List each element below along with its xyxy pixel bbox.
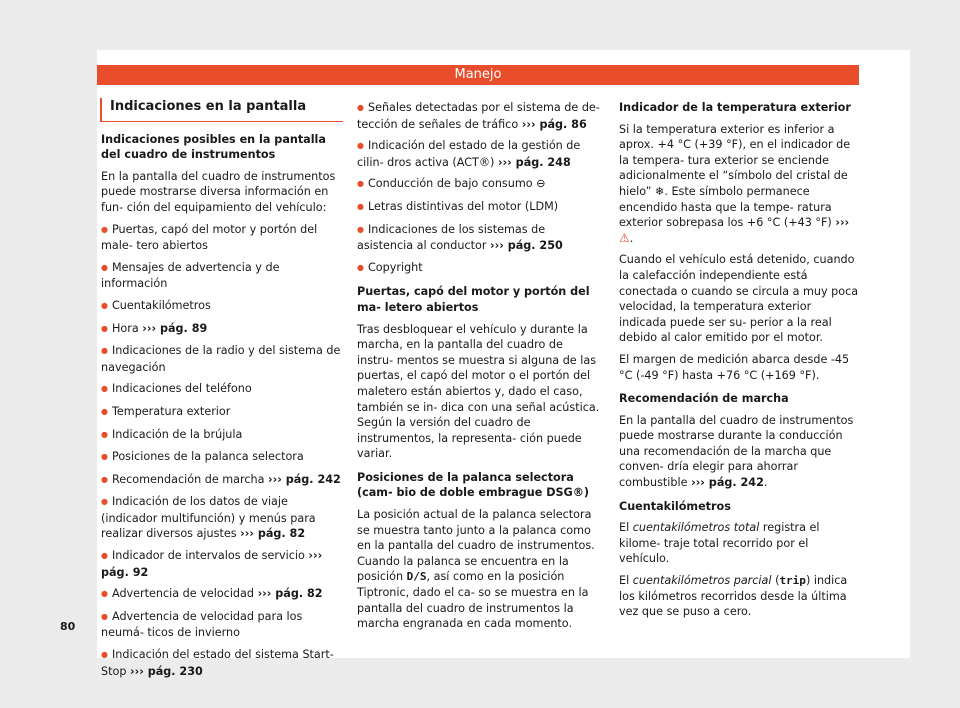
list-item: ● Recomendación de marcha ››› pág. 242 (101, 472, 343, 489)
column-1 (101, 98, 343, 685)
reference-arrows: ››› (835, 216, 850, 230)
warning-triangle-icon: ⚠ (619, 230, 630, 245)
page-reference[interactable]: ››› pág. 92 (101, 549, 323, 579)
ice-crystal-icon: ❄ (655, 184, 665, 198)
odometer-total-paragraph: El cuentakilómetros total registra el kilome- traje total recorrido por el vehículo. (619, 521, 820, 566)
list-item: ● Indicación del estado de la gestión de cilin- dros activa (ACT®) ››› pág. 248 (357, 138, 601, 170)
list-item: ● Señales detectadas por el sistema de de- tección de señales de tráfico ››› pág. 86 (357, 100, 601, 132)
page-reference[interactable]: ››› pág. 230 (130, 664, 203, 678)
bullet-list (101, 222, 343, 680)
list-item: ● Letras distintivas del motor (LDM) (357, 199, 601, 216)
heading-possible-indications: Indicaciones posibles en la pantalla del cuadro de instrumentos (101, 132, 326, 162)
heading-odometer: Cuentakilómetros (619, 499, 731, 513)
column-2 (357, 100, 601, 638)
section-title: Indicaciones en la pantalla (100, 98, 343, 122)
trip-code: trip (779, 574, 806, 588)
column-3 (619, 100, 862, 626)
page-reference[interactable]: ››› pág. 248 (497, 155, 571, 169)
list-item: ● Indicación de la brújula (101, 427, 343, 444)
list-item: ● Indicaciones de la radio y del sistema de navegación (101, 343, 343, 375)
list-item: ● Puertas, capó del motor y portón del male- tero abiertos (101, 222, 343, 254)
list-item: ● Indicaciones de los sistemas de asistencia al conductor ››› pág. 250 (357, 222, 601, 254)
page-reference[interactable]: ››› pág. 250 (490, 239, 563, 253)
list-item: ● Copyright (357, 260, 601, 277)
list-item: ● Conducción de bajo consumo ⊖ (357, 176, 601, 193)
eco-icon: ⊖ (536, 177, 546, 191)
doors-paragraph: Tras desbloquear el vehículo y durante la marcha, en la pantalla del cuadro de instru- mentos se muestra si alguna de las puertas, el capó del motor o el portón del maletero están abiertos y, dado el caso, también se in- dica con una señal acústica. Según la versión del cuadro de instrumentos, la representa- ción puede variar. (357, 322, 600, 461)
heading-gear-recommendation: Recomendación de marcha (619, 392, 789, 406)
page-reference[interactable]: ››› pág. 242 (268, 472, 341, 486)
lever-paragraph: La posición actual de la palanca selectora se muestra tanto junto a la palanca como en la pantalla del cuadro de instrumentos. Cuando la palanca se encuentra en la posición D/S, así como en la posición Tiptronic, dado el ca- so se muestra en la pantalla del cuadro de instrumentos la marcha engranada en cada momento. (357, 508, 595, 631)
page-reference[interactable]: ››› pág. 82 (257, 587, 323, 601)
bullet-list (357, 100, 601, 276)
page-margin (50, 50, 97, 658)
list-item: ● Mensajes de advertencia y de información (101, 260, 343, 292)
list-item: ● Indicación de los datos de viaje (indicador multifunción) y menús para realizar diversos ajustes ››› pág. 82 (101, 494, 343, 542)
list-item: ● Advertencia de velocidad ››› pág. 82 (101, 586, 343, 603)
chapter-header: Manejo (97, 65, 859, 85)
page-reference[interactable]: ››› pág. 82 (240, 527, 306, 541)
temp-paragraph: Si la temperatura exterior es inferior a aprox. +4 °C (+39 °F), en el indicador de la tempera- tura exterior se enciende adicionalmente el “símbolo del cristal de hielo” ❄. Este símbolo permanece encendido hasta que la tempe- ratura exterior sobrepasa los +6 °C (+43 °F) ››› ⚠. (619, 122, 851, 245)
list-item: ● Cuentakilómetros (101, 298, 343, 315)
temp-range-paragraph: El margen de medición abarca desde -45 °C (-49 °F) hasta +76 °C (+169 °F). (619, 352, 850, 382)
list-item: ● Temperatura exterior (101, 404, 343, 421)
list-item: ● Indicaciones del teléfono (101, 381, 343, 398)
heading-selector-lever: Posiciones de la palanca selectora (cam- bio de doble embrague DSG®) (357, 470, 590, 500)
list-item: ● Advertencia de velocidad para los neumá- ticos de invierno (101, 609, 343, 641)
page-reference[interactable]: ››› pág. 242 (691, 476, 764, 490)
intro-paragraph: En la pantalla del cuadro de instrumentos puede mostrarse diversa información en fun- ción del equipamiento del vehículo: (101, 169, 336, 214)
temp-paragraph-2: Cuando el vehículo está detenido, cuando la calefacción independiente está conectada o cuando se circula a muy poca velocidad, la temperatura exterior indicada puede ser su- perior a la real debido al calor emitido por el motor. (619, 253, 859, 345)
gear-paragraph: En la pantalla del cuadro de instrumentos puede mostrarse durante la conducción una recomendación de la marcha que conven- dría elegir para ahorrar combustible ››› pág. 242. (619, 413, 854, 490)
page-number: 80 (60, 620, 76, 633)
heading-doors-open: Puertas, capó del motor y portón del ma- letero abiertos (357, 285, 590, 314)
list-item: ● Posiciones de la palanca selectora (101, 449, 343, 466)
page-reference[interactable]: ››› pág. 86 (521, 117, 587, 131)
lever-position-code: D/S (406, 570, 427, 584)
heading-outside-temp: Indicador de la temperatura exterior (619, 101, 851, 114)
list-item: ● Indicación del estado del sistema Start- Stop ››› pág. 230 (101, 647, 343, 679)
page-reference[interactable]: ››› pág. 89 (142, 321, 208, 335)
odometer-trip-paragraph: El cuentakilómetros parcial (trip) indica los kilómetros recorridos desde la última vez que se puso a cero. (619, 574, 848, 619)
list-item: ● Indicador de intervalos de servicio ››› pág. 92 (101, 548, 343, 580)
list-item: ● Hora ››› pág. 89 (101, 321, 343, 338)
